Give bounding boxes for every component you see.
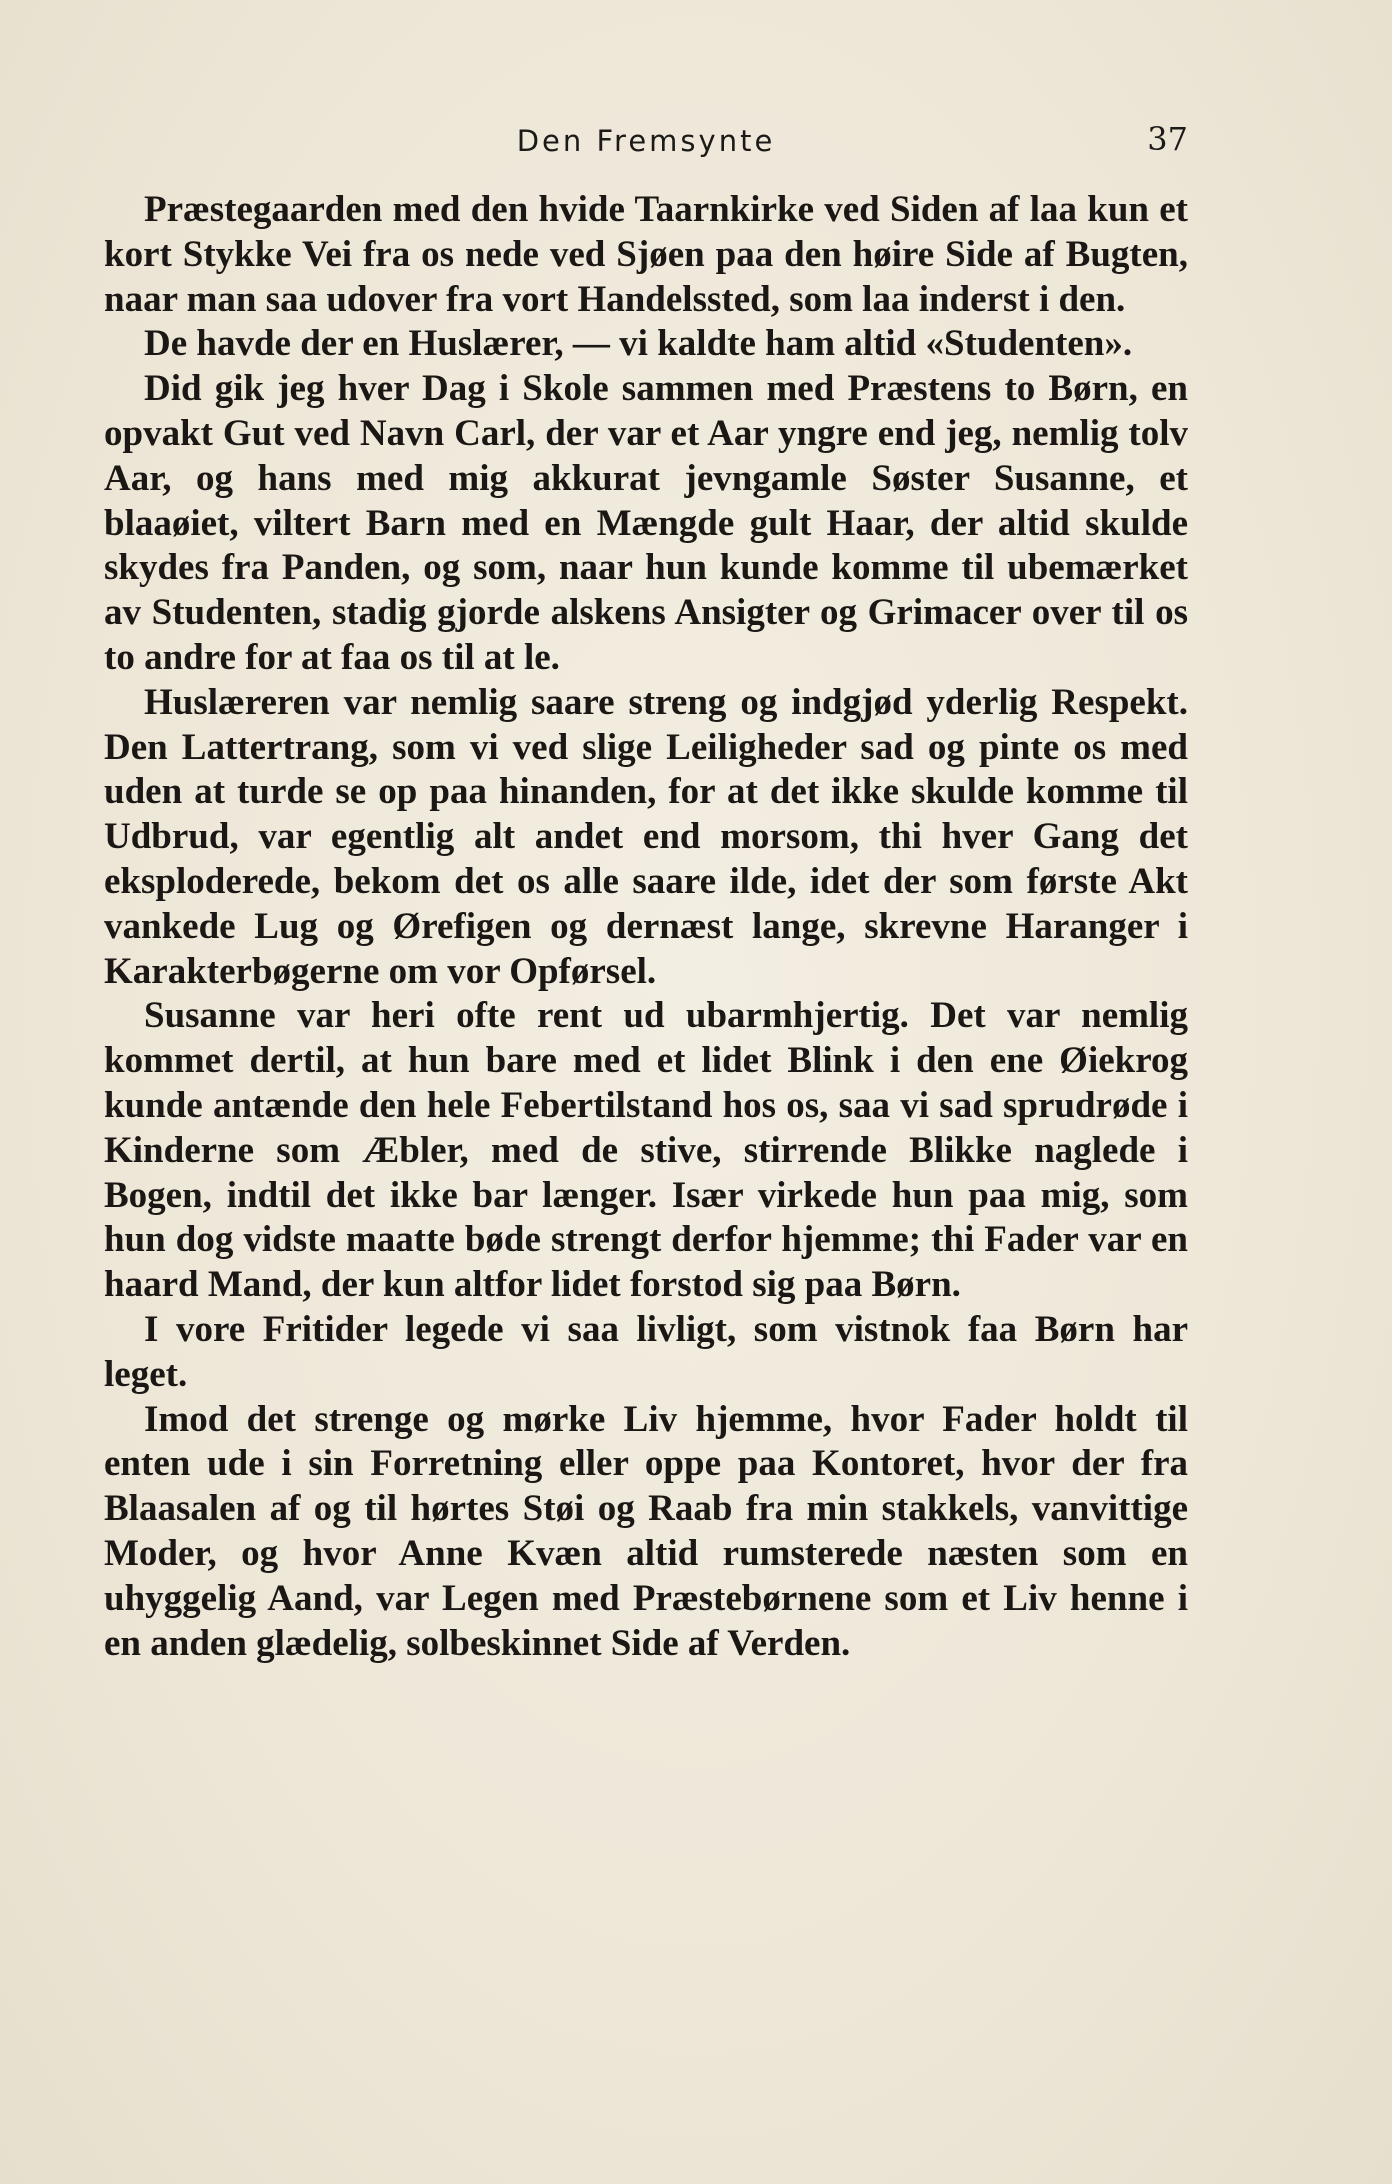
paragraph: Huslæreren var nemlig saare streng og indgjød yderlig Respekt. Den Lattertrang, som vi ved slige Leiligheder sad og pinte os med uden at turde se op paa hinanden, for at det ikke skulde komme til Udbrud, var egentlig alt andet end morsom, thi hver Gang det eksploderede, bekom det os alle saare ilde, idet der som første Akt vankede Lug og Ørefigen og dernæst lange, skrevne Haranger i Karakterbøgerne om vor Opførsel. (104, 681, 1188, 992)
body-text (104, 188, 1188, 1666)
running-title: Den Fremsynte (516, 124, 776, 158)
paragraph: Did gik jeg hver Dag i Skole sammen med Præstens to Børn, en opvakt Gut ved Navn Carl, der var et Aar yngre end jeg, nemlig tolv Aar, og hans med mig akkurat jevngamle Søster Susanne, et blaaøiet, viltert Barn med en Mængde gult Haar, der altid skulde skydes fra Panden, og som, naar hun kunde komme til ubemærket av Studenten, stadig gjorde alskens Ansigter og Grimacer over til os to andre for at faa os til at le. (104, 368, 1188, 678)
paragraph: Præstegaarden med den hvide Taarnkirke ved Siden af laa kun et kort Stykke Vei fra os nede ved Sjøen paa den høire Side af Bugten, naar man saa udover fra vort Handelssted, som laa inderst i den. (104, 189, 1188, 320)
page-number: 37 (1147, 120, 1188, 158)
paragraph: Susanne var heri ofte rent ud ubarmhjertig. Det var nemlig kommet dertil, at hun bare med et lidet Blink i den ene Øiekrog kunde antænde den hele Febertilstand hos os, saa vi sad sprudrøde i Kinderne som Æbler, med de stive, stirrende Blikke naglede i Bogen, indtil det ikke bar længer. Især virkede hun paa mig, som hun dog vidste maatte bøde strengt derfor hjemme; thi Fader var en haard Mand, der kun altfor lidet forstod sig paa Børn. (104, 995, 1188, 1306)
paragraph: De havde der en Huslærer, — vi kaldte ham altid «Studenten». (144, 323, 1133, 365)
paragraph: Imod det strenge og mørke Liv hjemme, hvor Fader holdt til enten ude i sin Forretning eller oppe paa Kontoret, hvor der fra Blaasalen af og til hørtes Støi og Raab fra min stakkels, vanvittige Moder, og hvor Anne Kvæn altid rumsterede næsten som en uhyggelig Aand, var Legen med Præstebørnene som et Liv henne i en anden glædelig, solbeskinnet Side af Verden. (104, 1398, 1188, 1664)
page-header (104, 118, 1188, 168)
paragraph: I vore Fritider legede vi saa livligt, som vistnok faa Børn har leget. (104, 1308, 1188, 1395)
